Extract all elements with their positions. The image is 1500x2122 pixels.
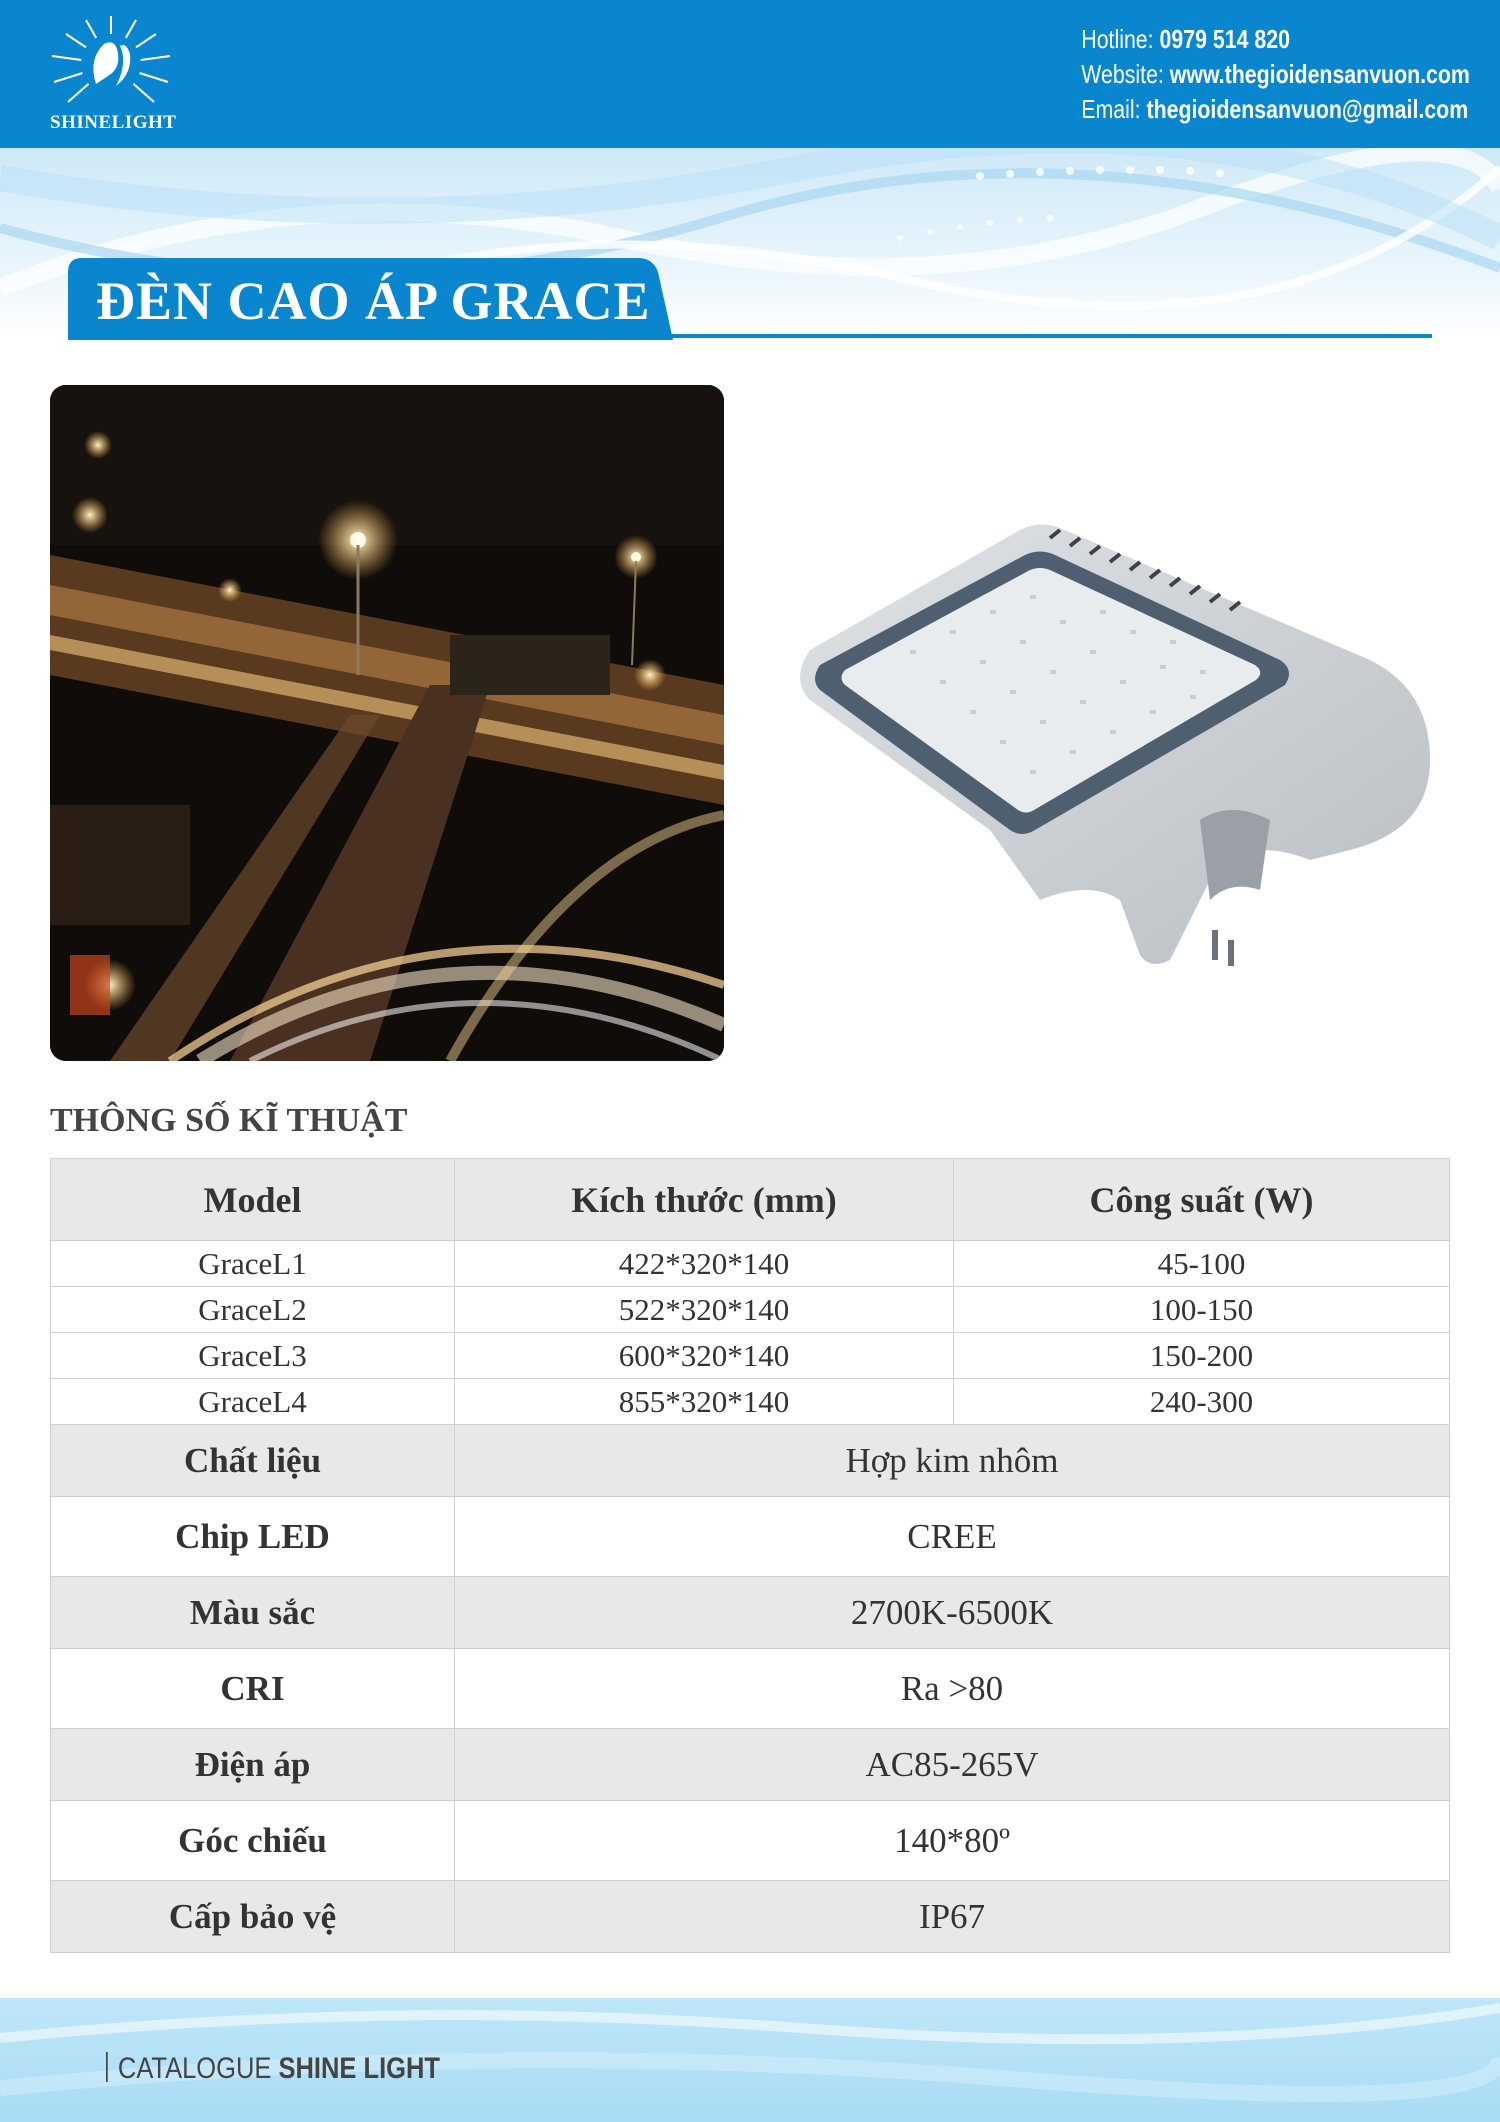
model-cell: GraceL1 bbox=[51, 1241, 455, 1287]
spec-row-beam-angle bbox=[51, 1801, 1450, 1881]
spec-value: 140*80º bbox=[455, 1801, 1450, 1881]
spec-value: IP67 bbox=[455, 1881, 1450, 1953]
spec-value: 2700K-6500K bbox=[455, 1577, 1450, 1649]
page-title: ĐÈN CAO ÁP GRACE bbox=[96, 271, 651, 331]
title-underline bbox=[660, 334, 1432, 338]
spec-label: Màu sắc bbox=[51, 1577, 455, 1649]
table-header-row bbox=[51, 1159, 1450, 1241]
spec-label: Cấp bảo vệ bbox=[51, 1881, 455, 1953]
logo-text: SHINELIGHT bbox=[50, 112, 177, 133]
power-cell: 45-100 bbox=[954, 1241, 1450, 1287]
spec-row-chip bbox=[51, 1497, 1450, 1577]
model-cell: GraceL2 bbox=[51, 1287, 455, 1333]
footer-divider bbox=[106, 2052, 108, 2082]
email-label: Email: bbox=[1081, 94, 1141, 124]
size-cell: 522*320*140 bbox=[455, 1287, 954, 1333]
header-bar bbox=[0, 0, 1500, 148]
website[interactable] bbox=[1081, 57, 1470, 92]
spec-row-protection bbox=[51, 1881, 1450, 1953]
website-link[interactable]: www.thegioidensanvuon.com bbox=[1169, 59, 1470, 89]
power-cell: 100-150 bbox=[954, 1287, 1450, 1333]
spec-label: Điện áp bbox=[51, 1729, 455, 1801]
email[interactable] bbox=[1081, 92, 1470, 127]
spec-value: CREE bbox=[455, 1497, 1450, 1577]
spec-value: AC85-265V bbox=[455, 1729, 1450, 1801]
spec-table bbox=[50, 1158, 1450, 1953]
size-cell: 422*320*140 bbox=[455, 1241, 954, 1287]
table-row bbox=[51, 1241, 1450, 1287]
email-link[interactable]: thegioidensanvuon@gmail.com bbox=[1146, 94, 1469, 124]
night-street-photo bbox=[50, 385, 724, 1061]
spec-value: Ra >80 bbox=[455, 1649, 1450, 1729]
hotline-value[interactable]: 0979 514 820 bbox=[1159, 24, 1291, 54]
power-cell: 150-200 bbox=[954, 1333, 1450, 1379]
size-cell: 855*320*140 bbox=[455, 1379, 954, 1425]
column-header-model: Model bbox=[51, 1159, 455, 1241]
spec-row-color bbox=[51, 1577, 1450, 1649]
spec-label: Chip LED bbox=[51, 1497, 455, 1577]
spec-row-cri bbox=[51, 1649, 1450, 1729]
spec-label: Góc chiếu bbox=[51, 1801, 455, 1881]
power-cell: 240-300 bbox=[954, 1379, 1450, 1425]
led-street-lamp-image bbox=[790, 500, 1450, 980]
spec-label: CRI bbox=[51, 1649, 455, 1729]
spec-row-material bbox=[51, 1425, 1450, 1497]
contact-info bbox=[1081, 22, 1470, 127]
spec-value: Hợp kim nhôm bbox=[455, 1425, 1450, 1497]
model-cell: GraceL3 bbox=[51, 1333, 455, 1379]
footer-catalogue: CATALOGUE bbox=[117, 2052, 272, 2085]
table-row bbox=[51, 1287, 1450, 1333]
spec-heading: THÔNG SỐ KĨ THUẬT bbox=[50, 1102, 408, 1139]
hotline[interactable] bbox=[1081, 22, 1470, 57]
footer-brand: SHINE LIGHT bbox=[278, 2052, 441, 2085]
size-cell: 600*320*140 bbox=[455, 1333, 954, 1379]
footer-catalogue-label bbox=[106, 2052, 440, 2086]
table-row bbox=[51, 1379, 1450, 1425]
hotline-label: Hotline: bbox=[1081, 24, 1154, 54]
spec-row-voltage bbox=[51, 1729, 1450, 1801]
table-row bbox=[51, 1333, 1450, 1379]
spec-label: Chất liệu bbox=[51, 1425, 455, 1497]
column-header-size: Kích thước (mm) bbox=[455, 1159, 954, 1241]
column-header-power: Công suất (W) bbox=[954, 1159, 1450, 1241]
model-cell: GraceL4 bbox=[51, 1379, 455, 1425]
website-label: Website: bbox=[1081, 59, 1164, 89]
